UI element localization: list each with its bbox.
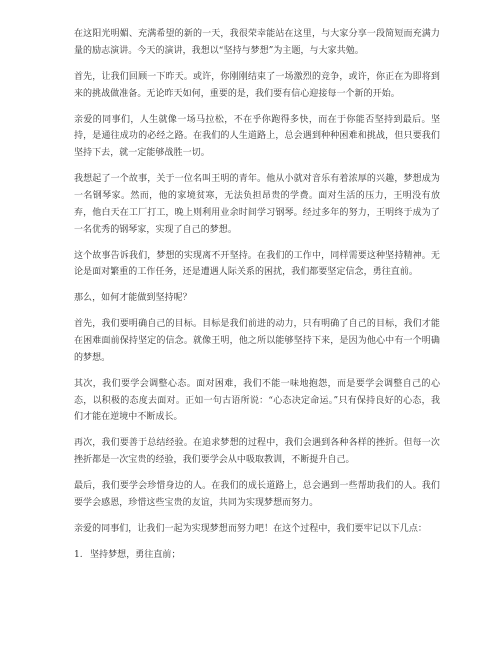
paragraph-first-goal: 首先，我们要明确自己的目标。目标是我们前进的动力，只有明确了自己的目标，我们才能在困难面前保持坚定的信念。就像王明，他之所以能够坚持下来，是因为他心中有一个明确的梦想。: [74, 319, 440, 363]
paragraph-last-cherish: 最后，我们要学会珍惜身边的人。在我们的成长道路上，总会遇到一些帮助我们的人。我们要学会感恩，珍惜这些宝贵的友谊，共同为实现梦想而努力。: [74, 481, 440, 509]
list-item-number: 1.: [74, 549, 83, 560]
paragraph-intro: 在这阳光明媚、充满希望的新的一天，我很荣幸能站在这里，与大家分享一段简短而充满力量的励志演讲。今天的演讲，我想以“坚持与梦想”为主题，与大家共勉。: [74, 29, 440, 56]
paragraph-question: 那么，如何才能做到坚持呢？: [74, 293, 192, 304]
list-item: [74, 547, 440, 564]
paragraph-call-to-action: 亲爱的同事们，让我们一起为实现梦想而努力吧！在这个过程中，我们要牢记以下几点：: [74, 524, 427, 534]
paragraph-second-mindset: 其次，我们要学会调整心态。面对困难，我们不能一味地抱怨，而是要学会调整自己的心态，以积极的态度去面对。正如一句古语所说：“心态决定命运。”只有保持良好的心态，我们才能在逆境中不断成长。: [74, 378, 440, 423]
paragraph-story: 我想起了一个故事，关于一位名叫王明的青年。他从小就对音乐有着浓厚的兴趣，梦想成为一名钢琴家。然而，他的家境贫寒，无法负担昂贵的学费。面对生活的压力，王明没有放弃，他白天在工厂打工，晚上则利用业余时间学习钢琴。经过多年的努力，王明终于成为了一名优秀的钢琴家，实现了自己的梦想。: [74, 174, 440, 235]
paragraph-review-yesterday: 首先，让我们回顾一下昨天。或许，你刚刚结束了一场激烈的竞争，或许，你正在为即将到来的挑战做准备。无论昨天如何，重要的是，我们要有信心迎接每一个新的开始。: [74, 71, 440, 99]
paragraph-marathon: 亲爱的同事们，人生就像一场马拉松，不在乎你跑得多快，而在于你能否坚持到最后。坚持，是通往成功的必经之路。在我们的人生道路上，总会遇到种种困难和挑战，但只要我们坚持下去，就一定能够战胜一切。: [74, 114, 440, 159]
list-item-text: 坚持梦想，勇往直前；: [90, 549, 181, 560]
paragraph-story-lesson: 这个故事告诉我们，梦想的实现离不开坚持。在我们的工作中，同样需要这种坚持精神。无论是面对繁重的工作任务，还是遭遇人际关系的困扰，我们都要坚定信念，勇往直前。: [74, 250, 440, 278]
document-page: [74, 26, 440, 564]
paragraph-third-experience: 再次，我们要善于总结经验。在追求梦想的过程中，我们会遇到各种各样的挫折。但每一次挫折都是一次宝贵的经验，我们要学会从中吸取教训，不断提升自己。: [74, 438, 440, 466]
